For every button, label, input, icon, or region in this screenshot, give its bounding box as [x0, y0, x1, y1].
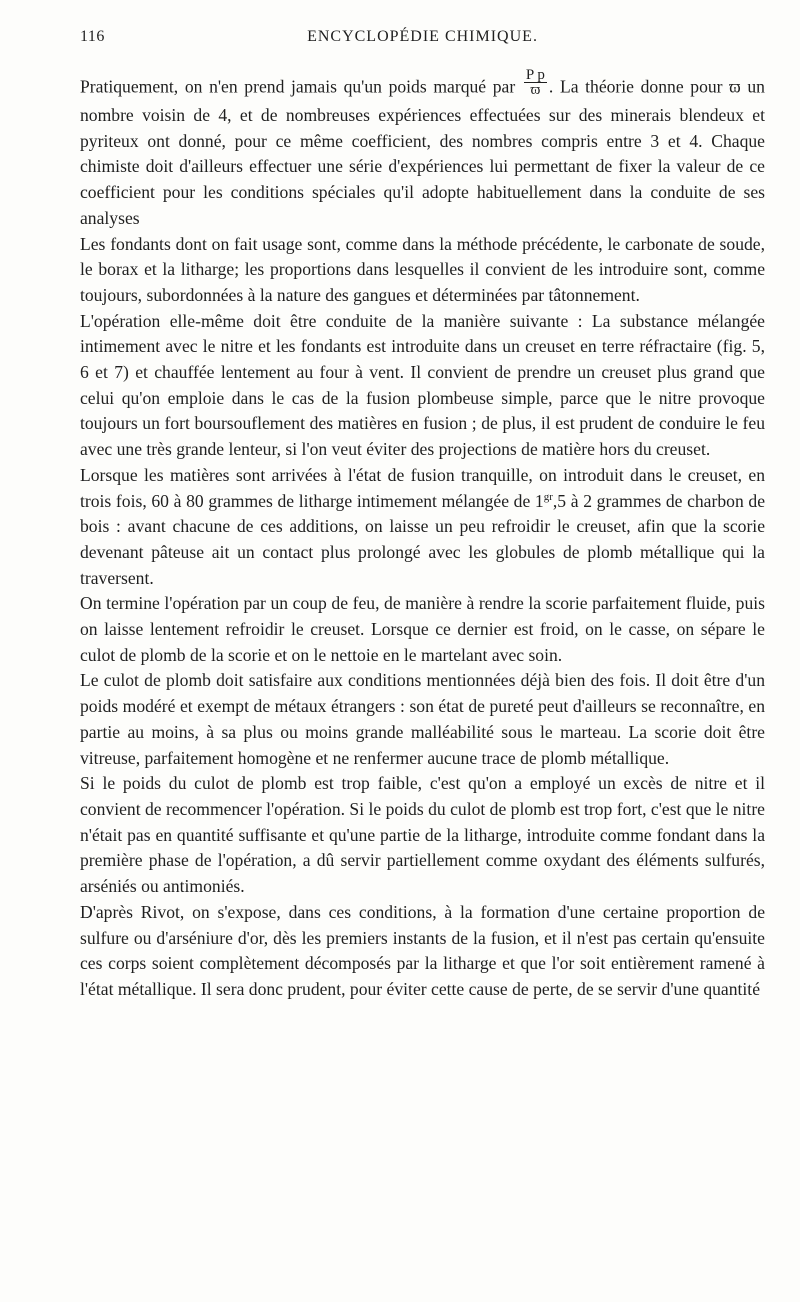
paragraph-3: L'opération elle-même doit être conduite de la manière suivante : La substance mélangée intimement avec le nitre et les fondants est introduite dans un creuset en terre réfractaire (fig. 5, 6 et 7) et chauffée lentement au four à vent. Il convient de prendre un creuset plus grand que celui qu'on emploie dans le cas de la fusion plombeuse simple, parce que le nitre provoque toujours un fort boursouflement des matières en fusion ; de plus, il est prudent de conduire le feu avec une très grande lenteur, si l'on veut éviter des projections de matière hors du creuset. — [80, 310, 765, 460]
paragraph-1 — [80, 67, 765, 232]
paragraph-1-start: Pratiquement, on n'en prend jamais qu'un poids marqué par — [80, 76, 516, 97]
paragraph-4-end: ,5 à 2 grammes de charbon de bois : avant chacune de ces additions, on laisse un peu refroidir le creuset, afin que la scorie devenant pâteuse ait un contact plus prolongé avec les globules de plomb métallique qui la traversent. — [80, 490, 766, 588]
paragraph-5: On termine l'opération par un coup de feu, de manière à rendre la scorie parfaitement fluide, puis on laisse lentement refroidir le creuset. Lorsque ce dernier est froid, on le casse, on sépare le culot de plomb de la scorie et on le nettoie en le martelant avec soin. — [80, 593, 765, 665]
paragraph-7: Si le poids du culot de plomb est trop faible, c'est qu'on a employé un excès de nitre et il convient de recommencer l'opération. Si le poids du culot de plomb est trop fort, c'est que le nitre n'était pas en quantité suffisante et qu'une partie de la litharge, introduite comme fondant dans la première phase de l'opération, a dû servir partiellement comme oxydant des éléments sulfurés, arséniés ou antimoniés. — [80, 773, 765, 897]
paragraph-1-end: . La théorie donne pour ϖ un nombre voisin de 4, et de nombreuses expériences effectuées sur des minerais blendeux et pyriteux ont donné, pour ce même coefficient, des nombres compris entre 3 et 4. Chaque chimiste doit d'ailleurs effectuer une série d'expériences lui permettant de fixer la valeur de ce coefficient pour les conditions spéciales qu'il adopte habituellement dans la conduite de ses analyses — [80, 76, 765, 228]
unit-superscript: gr — [543, 490, 553, 503]
running-head — [80, 28, 765, 54]
paragraph-4-start: Lorsque les matières sont arrivées à l'état de fusion tranquille, on introduit dans le creuset, en trois fois, 60 à 80 grammes de litharge intimement mélangée de 1 — [80, 464, 765, 511]
body-text — [80, 67, 766, 1003]
paragraph-8: D'après Rivot, on s'expose, dans ces conditions, à la formation d'une certaine proportion de sulfure ou d'arséniure d'or, dès les premiers instants de la fusion, et il n'est pas certain qu'ensuite ces corps soient complètement décomposés par la litharge et que l'or soit entièrement ramené à l'état métallique. Il sera donc prudent, pour éviter cette cause de perte, de se servir d'une quantité — [80, 901, 765, 999]
paragraph-6: Le culot de plomb doit satisfaire aux conditions mentionnées déjà bien des fois. Il doit être d'un poids modéré et exempt de métaux étrangers : son état de pureté peut d'ailleurs se reconnaître, en partie au moins, à sa plus ou moins grande malléabilité sous le marteau. La scorie doit être vitreuse, parfaitement homogène et ne renfermer aucune trace de plomb métallique. — [80, 670, 765, 768]
fraction-numerator: P p — [525, 67, 545, 83]
paragraph-2: Les fondants dont on fait usage sont, comme dans la méthode précédente, le carbonate de soude, le borax et la litharge; les proportions dans lesquelles il convient de les introduire sont, comme toujours, subordonnées à la nature des gangues et déterminées par tâtonnement. — [80, 233, 765, 305]
fraction-formula — [524, 68, 547, 97]
running-title: ENCYCLOPÉDIE CHIMIQUE. — [307, 28, 538, 45]
paragraph-4 — [80, 463, 765, 592]
fraction-denominator: ϖ — [530, 82, 541, 98]
page-number: 116 — [80, 28, 105, 45]
document-page — [80, 28, 765, 1003]
